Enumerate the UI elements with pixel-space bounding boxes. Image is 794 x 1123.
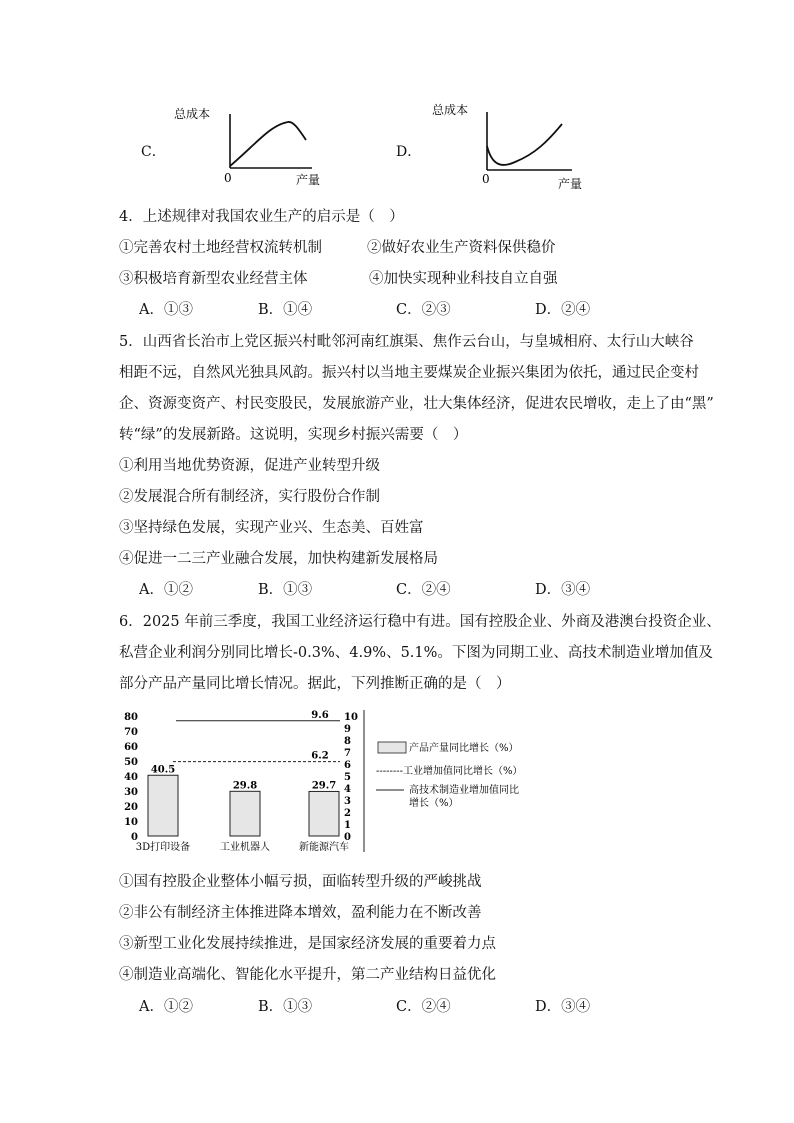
q6-item-1: ①国有控股企业整体小幅亏损，面临转型升级的严峻挑战 xyxy=(119,874,482,890)
left-tick-label: 10 xyxy=(124,817,138,828)
q4-stem: 4．上述规律对我国农业生产的启示是（ ） xyxy=(119,209,404,225)
left-tick-label: 20 xyxy=(124,802,138,813)
q6-stem-line-3: 部分产品产量同比增长情况。据此，下列推断正确的是（ ） xyxy=(119,676,511,692)
q5-item-4: ④促进一二三产业融合发展，加快构建新发展格局 xyxy=(119,551,438,567)
q4-option-d: D．②④ xyxy=(535,302,591,318)
line-value-label: 9.6 xyxy=(311,709,329,721)
graph-c-label: C． xyxy=(141,144,166,160)
left-tick-label: 30 xyxy=(124,787,138,798)
left-tick-label: 60 xyxy=(124,742,138,753)
bars xyxy=(148,764,339,836)
q5-option-b: B．①③ xyxy=(258,582,313,598)
q6-stem-line-1: 6．2025 年前三季度，我国工业经济运行稳中有进。国有控股企业、外商及港澳台投资企业、 xyxy=(119,614,721,630)
legend-dashed-label: --------工业增加值同比增长（%） xyxy=(376,766,523,777)
q5-option-a: A．①② xyxy=(139,582,193,598)
q5-option-c: C．②④ xyxy=(396,582,451,598)
category-labels xyxy=(136,840,349,853)
graph-d-y-label: 总成本 xyxy=(432,103,469,117)
bar xyxy=(230,791,260,836)
q6-item-2: ②非公有制经济主体推进降本增效，盈利能力在不断改善 xyxy=(119,905,482,921)
q5-option-d: D．③④ xyxy=(535,582,591,598)
left-tick-label: 0 xyxy=(131,832,138,843)
q5-item-1: ①利用当地优势资源，促进产业转型升级 xyxy=(119,458,380,474)
legend-solid-label-2: 增长（%） xyxy=(409,798,459,809)
right-tick-label: 3 xyxy=(344,796,351,807)
graph-c-origin: 0 xyxy=(224,171,232,185)
q5-stem-line-4: 转“绿”的发展新路。这说明，实现乡村振兴需要（ ） xyxy=(119,427,468,443)
right-tick-label: 6 xyxy=(344,760,351,771)
graph-c-y-label: 总成本 xyxy=(174,107,211,121)
bar-value-label: 40.5 xyxy=(150,764,176,776)
q4-option-c: C．②③ xyxy=(396,302,451,318)
left-tick-label: 50 xyxy=(124,757,138,768)
q5-stem-line-1: 5．山西省长治市上党区振兴村毗邻河南红旗渠、焦作云台山，与皇城相府、太行山大峡谷 xyxy=(119,334,694,350)
q6-stem-line-2: 私营企业利润分别同比增长-0.3%、4.9%、5.1%。下图为同期工业、高技术制造业增加值及 xyxy=(119,645,713,661)
q4-item-4: ④加快实现种业科技自立自强 xyxy=(369,271,558,287)
right-tick-label: 2 xyxy=(344,808,351,819)
left-tick-label: 80 xyxy=(124,712,138,723)
q6-option-b: B．①③ xyxy=(258,999,313,1015)
graph-c-total-cost-curve xyxy=(160,100,340,192)
left-tick-label: 40 xyxy=(124,772,138,783)
legend-bar-swatch xyxy=(378,742,406,753)
category-label: 3D打印设备 xyxy=(135,842,191,853)
q5-item-3: ③坚持绿色发展，实现产业兴、生态美、百姓富 xyxy=(119,520,424,536)
q4-option-b: B．①④ xyxy=(258,302,313,318)
right-tick-label: 1 xyxy=(344,820,351,831)
q4-item-2: ②做好农业生产资料保供稳价 xyxy=(367,240,556,256)
q4-item-3: ③积极培育新型农业经营主体 xyxy=(119,271,308,287)
q6-option-a: A．①② xyxy=(139,999,193,1015)
category-label: 工业机器人 xyxy=(220,842,270,853)
q6-option-c: C．②④ xyxy=(396,999,451,1015)
line-value-label: 6.2 xyxy=(311,750,329,762)
bar-value-label: 29.8 xyxy=(232,780,258,792)
right-tick-label: 10 xyxy=(344,712,358,723)
bar xyxy=(148,775,178,836)
right-tick-label: 7 xyxy=(344,748,351,759)
right-tick-label: 8 xyxy=(344,736,351,747)
graph-d-x-label: 产量 xyxy=(558,177,583,191)
q6-item-4: ④制造业高端化、智能化水平提升，第二产业结构日益优化 xyxy=(119,967,496,983)
bar xyxy=(309,791,339,836)
q5-stem-line-2: 相距不远，自然风光独具风韵。振兴村以当地主要煤炭企业振兴集团为依托，通过民企变村 xyxy=(119,365,699,381)
legend-solid-label-1: 高技术制造业增加值同比 xyxy=(409,785,519,796)
bar-value-label: 29.7 xyxy=(311,780,337,792)
q6-item-3: ③新型工业化发展持续推进，是国家经济发展的重要着力点 xyxy=(119,936,496,952)
right-tick-label: 0 xyxy=(344,832,351,843)
q4-item-1: ①完善农村土地经营权流转机制 xyxy=(119,240,322,256)
category-label: 新能源汽车 xyxy=(299,842,349,853)
q4-option-a: A．①③ xyxy=(139,302,193,318)
graph-d-origin: 0 xyxy=(482,172,490,186)
graph-d-label: D． xyxy=(396,144,422,160)
legend-bar-label: 产品产量同比增长（%） xyxy=(409,743,519,754)
left-axis-ticks xyxy=(124,712,138,843)
right-tick-label: 4 xyxy=(344,784,351,795)
q6-option-d: D．③④ xyxy=(535,999,591,1015)
right-tick-label: 5 xyxy=(344,772,351,783)
left-tick-label: 70 xyxy=(124,727,138,738)
q5-item-2: ②发展混合所有制经济，实行股份合作制 xyxy=(119,489,380,505)
growth-chart xyxy=(118,704,588,856)
right-axis-ticks xyxy=(344,712,358,843)
reference-lines xyxy=(173,710,340,762)
graph-d-total-cost-curve xyxy=(420,96,600,192)
right-tick-label: 9 xyxy=(344,724,351,735)
graph-c-x-label: 产量 xyxy=(296,173,321,187)
q5-stem-line-3: 企、资源变资产、村民变股民，发展旅游产业，壮大集体经济，促进农民增收，走上了由“黑” xyxy=(119,396,714,412)
